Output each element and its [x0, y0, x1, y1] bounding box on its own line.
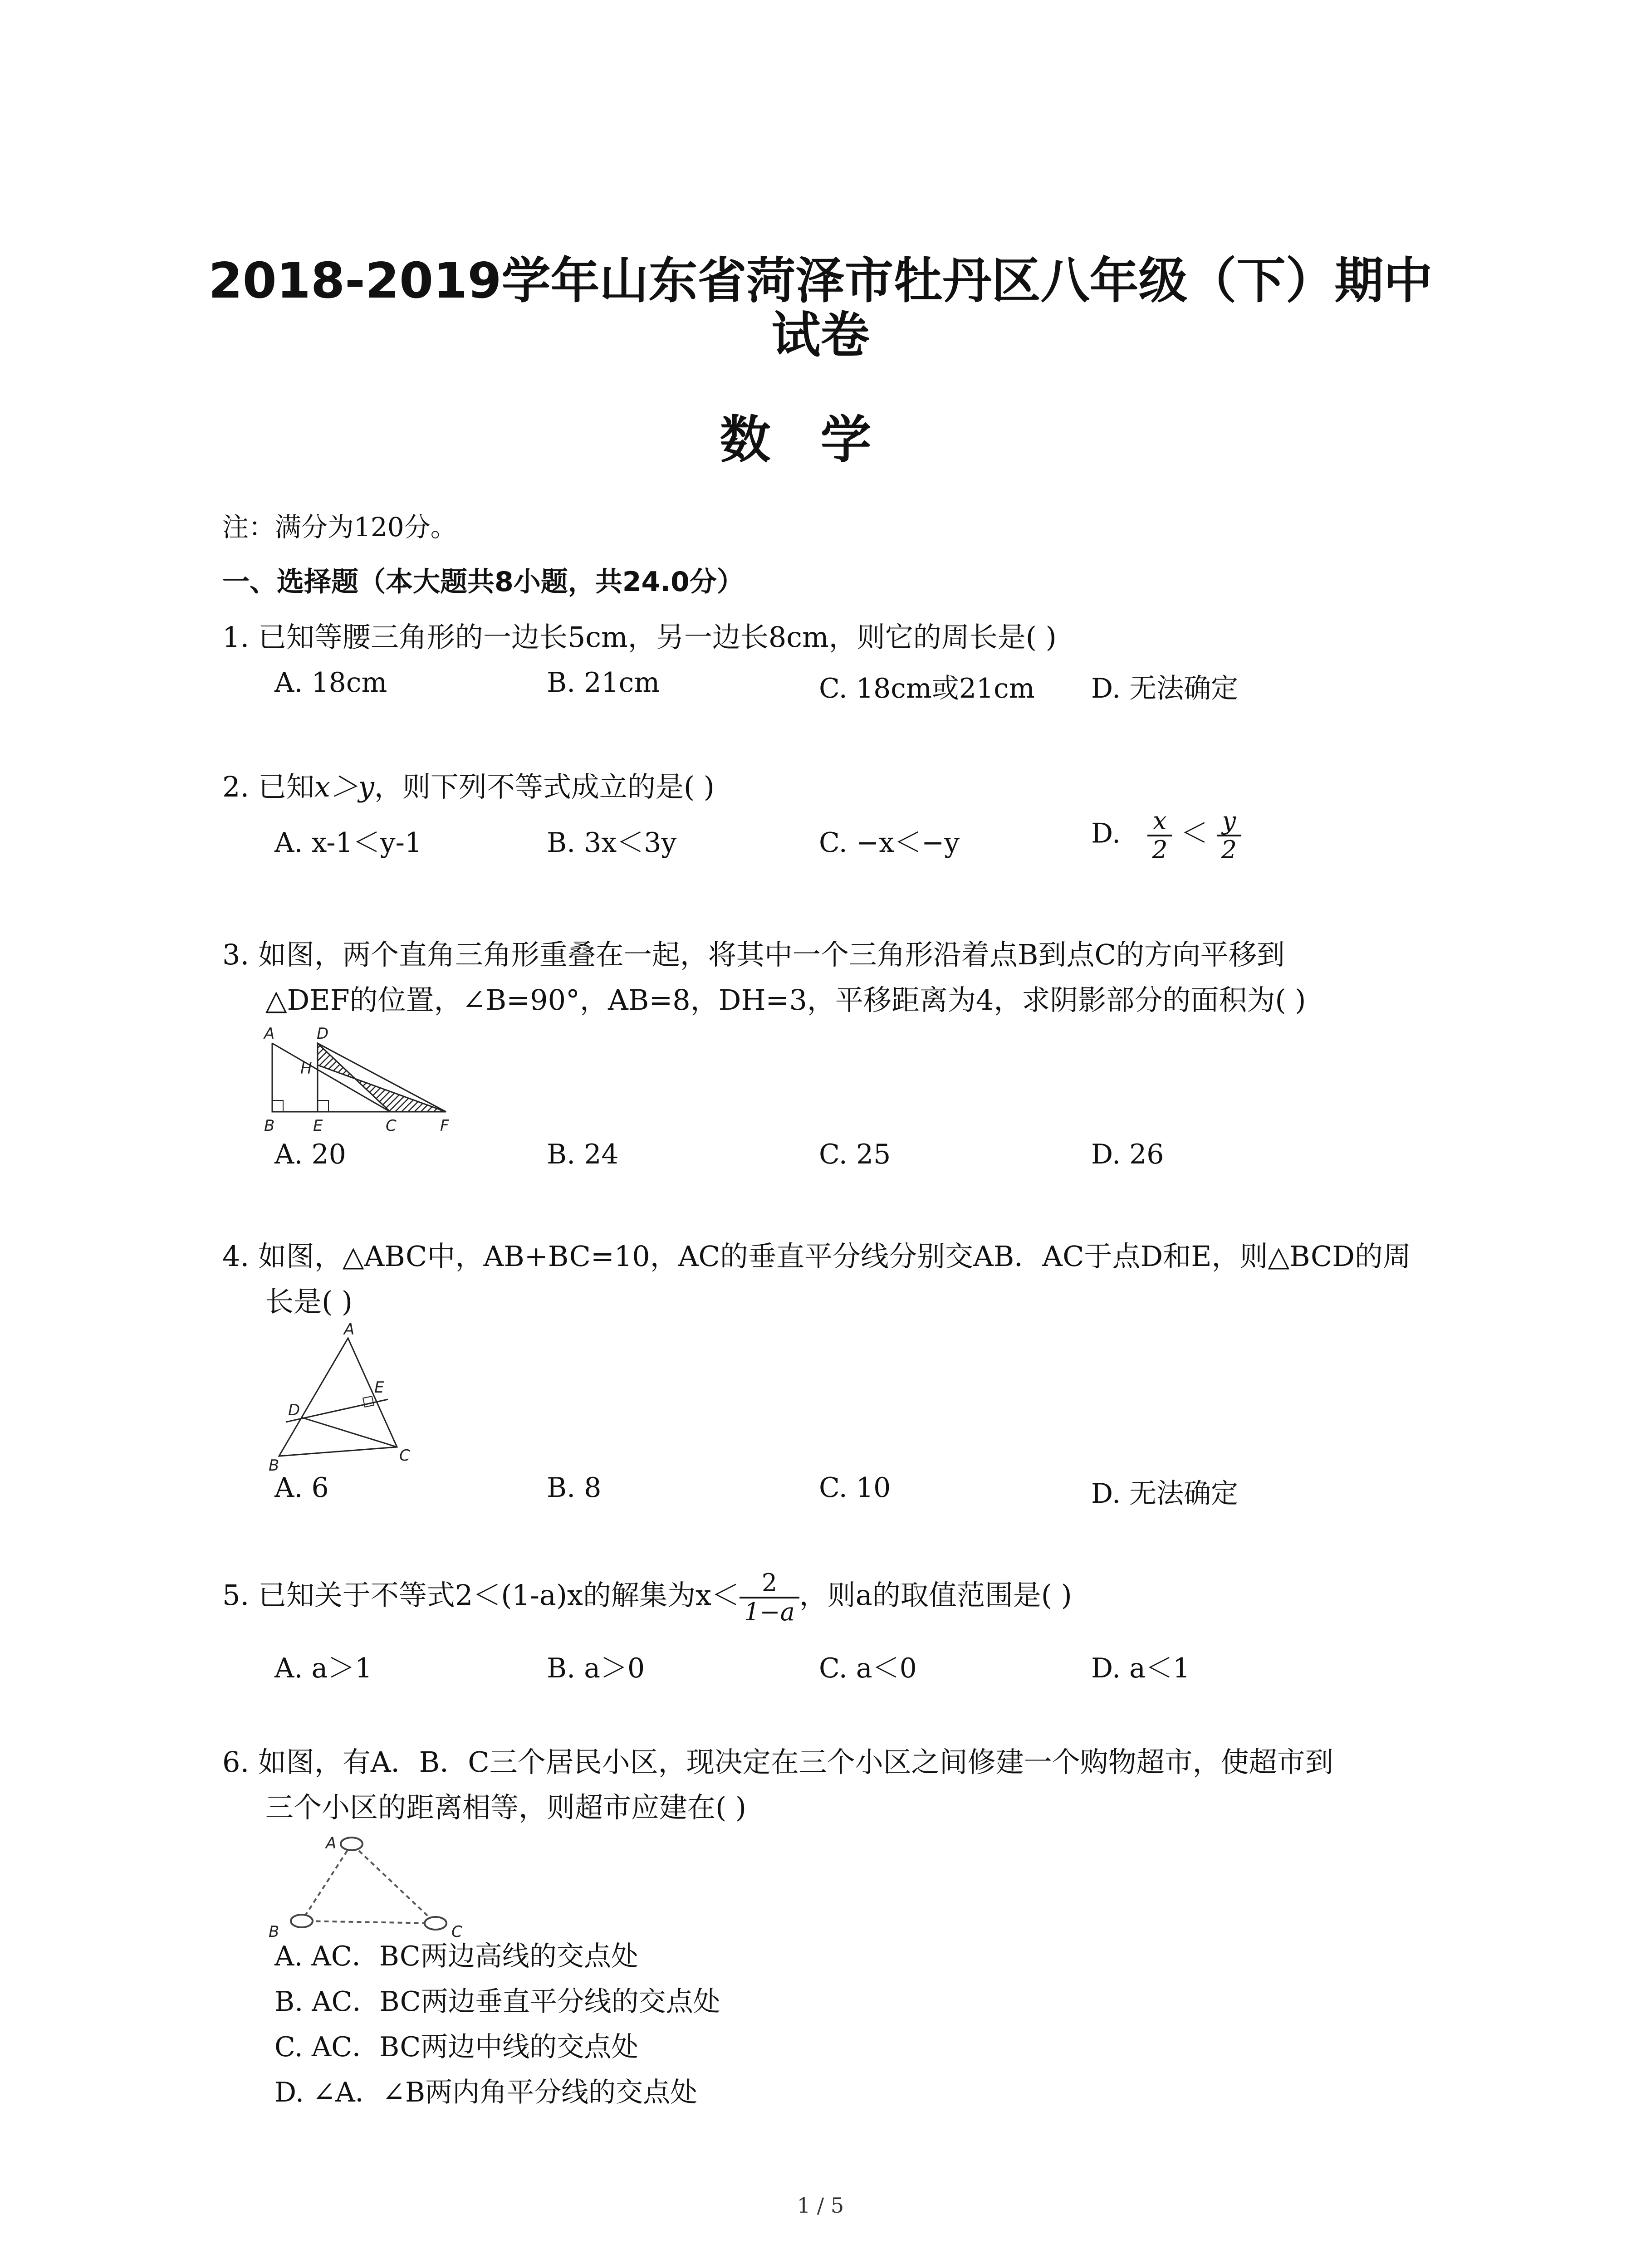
triangle-abc	[279, 1338, 397, 1456]
label-a: A	[326, 1834, 337, 1853]
label-d: D	[288, 1401, 300, 1419]
question-4-option-b: B. 8	[547, 1472, 602, 1504]
question-2-option-a: A. x-1＜y-1	[274, 827, 422, 859]
question-3-option-b: B. 24	[547, 1139, 619, 1170]
question-5-option-b: B. a＞0	[547, 1652, 645, 1684]
label-d: D	[317, 1025, 329, 1043]
question-4-stem-line2: 长是( )	[265, 1285, 353, 1318]
question-1-stem: 1. 已知等腰三角形的一边长5cm，另一边长8cm，则它的周长是( )	[222, 621, 1057, 654]
label-a: A	[344, 1320, 355, 1339]
page-number: 1 / 5	[797, 2193, 844, 2218]
subject-heading: 数学	[720, 411, 921, 469]
question-3-option-c: C. 25	[819, 1139, 891, 1170]
question-6-stem-line2: 三个小区的距离相等，则超市应建在( )	[265, 1791, 747, 1824]
question-3-option-a: A. 20	[274, 1139, 346, 1170]
label-c: C	[386, 1117, 397, 1135]
question-5-stem-post: ，则a的取值范围是( )	[799, 1579, 1072, 1612]
fraction-y-over-2: $\frac{y}{2}$	[1217, 807, 1241, 864]
section-heading-choice: 一、选择题（本大题共8小题，共24.0分）	[222, 566, 744, 598]
perpendicular-bisector	[286, 1399, 388, 1422]
fraction-2-over-1-minus-a: $\frac{2}{1-a}$	[740, 1569, 799, 1626]
question-3-figure	[259, 1023, 458, 1136]
question-2-stem-expr: x＞y	[314, 770, 374, 803]
label-e: E	[374, 1378, 384, 1397]
note-full-score: 注：满分为120分。	[222, 512, 457, 543]
question-3-stem-line2: △DEF的位置，∠B=90°，AB=8，DH=3，平移距离为4，求阴影部分的面积为( )	[265, 983, 1306, 1017]
label-b: B	[269, 1457, 279, 1475]
label-c: C	[451, 1923, 462, 1941]
question-2-option-c: C. −x＜−y	[819, 827, 960, 859]
right-angle-mark-b	[272, 1100, 283, 1112]
question-2-stem	[222, 764, 715, 810]
question-4-option-c: C. 10	[819, 1472, 891, 1504]
question-6-option-d: D. ∠A．∠B两内角平分线的交点处	[274, 2077, 698, 2108]
right-angle-mark-e	[318, 1100, 328, 1112]
question-4-stem-line1: 4. 如图，△ABC中，AB+BC=10，AC的垂直平分线分别交AB．AC于点D和E，则△BCD的周	[222, 1240, 1411, 1273]
question-6-figure	[259, 1828, 495, 1946]
label-b: B	[269, 1923, 279, 1941]
right-angle-mark-e	[363, 1396, 374, 1407]
question-5-option-d: D. a＜1	[1091, 1652, 1190, 1684]
label-a: A	[264, 1025, 275, 1043]
label-b: B	[264, 1117, 275, 1135]
community-b-marker	[291, 1915, 313, 1927]
less-than-sign: ＜	[1181, 817, 1208, 850]
question-6-option-c: C. AC．BC两边中线的交点处	[274, 2031, 639, 2063]
question-5-option-c: C. a＜0	[819, 1652, 917, 1684]
community-c-marker	[425, 1917, 446, 1930]
community-a-marker	[341, 1838, 362, 1850]
question-1-option-c: C. 18cm或21cm	[819, 673, 1035, 704]
question-2-stem-post: ，则下列不等式成立的是( )	[374, 770, 715, 803]
label-h: H	[300, 1060, 312, 1078]
question-2-option-b: B. 3x＜3y	[547, 827, 677, 859]
question-6-option-b: B. AC．BC两边垂直平分线的交点处	[274, 1986, 720, 2018]
fraction-x-over-2: $\frac{x}{2}$	[1147, 807, 1172, 864]
question-1-option-a: A. 18cm	[274, 667, 387, 699]
question-3-stem-line1: 3. 如图，两个直角三角形重叠在一起，将其中一个三角形沿着点B到点C的方向平移到	[222, 938, 1285, 971]
question-2-option-d	[1091, 807, 1241, 864]
segment-dc	[302, 1418, 397, 1447]
question-5-option-a: A. a＞1	[274, 1652, 372, 1684]
question-2-option-d-label: D.	[1091, 817, 1121, 850]
question-4-figure	[259, 1320, 410, 1475]
triangle-abc	[272, 1043, 390, 1112]
question-4-option-d: D. 无法确定	[1091, 1478, 1239, 1510]
label-c: C	[399, 1447, 410, 1465]
label-f: F	[440, 1117, 449, 1135]
question-2-stem-pre: 2. 已知	[222, 770, 314, 803]
question-6-stem-line1: 6. 如图，有A．B．C三个居民小区，现决定在三个小区之间修建一个购物超市，使超市到	[222, 1745, 1333, 1779]
question-6-option-a: A. AC．BC两边高线的交点处	[274, 1941, 638, 1972]
exam-title-line1: 2018-2019学年山东省菏泽市牡丹区八年级（下）期中	[208, 253, 1433, 309]
dashed-triangle	[302, 1844, 436, 1923]
question-1-option-d: D. 无法确定	[1091, 673, 1239, 704]
exam-title-line2: 试卷	[771, 307, 870, 364]
question-3-option-d: D. 26	[1091, 1139, 1164, 1170]
question-4-option-a: A. 6	[274, 1472, 329, 1504]
question-1-option-b: B. 21cm	[547, 667, 660, 699]
label-e: E	[313, 1117, 323, 1135]
question-5-stem	[222, 1569, 1072, 1626]
question-5-stem-pre: 5. 已知关于不等式2＜(1-a)x的解集为x＜	[222, 1579, 740, 1612]
